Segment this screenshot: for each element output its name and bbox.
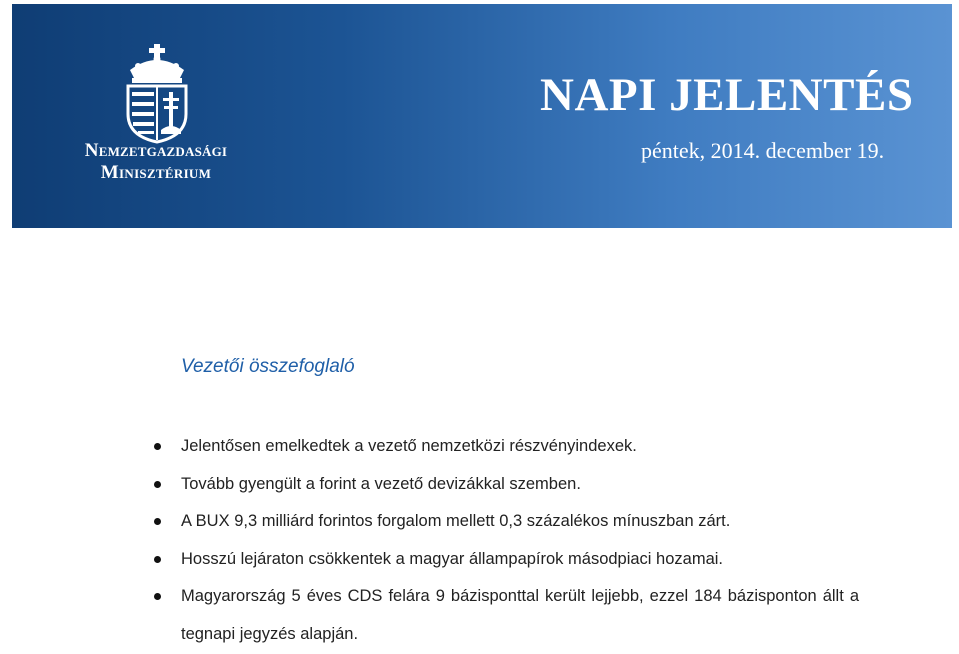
bullet-icon — [154, 481, 161, 488]
ministry-line-1: Nemzetgazdasági — [84, 140, 228, 161]
section-heading: Vezetői összefoglaló — [181, 356, 355, 377]
ministry-line-2: Minisztérium — [100, 162, 212, 183]
coat-of-arms-icon — [118, 44, 196, 144]
bullet-icon — [154, 443, 161, 450]
list-item — [149, 503, 859, 541]
header-banner — [12, 4, 952, 228]
list-item — [149, 578, 859, 653]
list-item-text: A BUX 9,3 milliárd forintos forgalom mellett 0,3 százalékos mínuszban zárt. — [181, 512, 731, 531]
list-item-text: Jelentősen emelkedtek a vezető nemzetközi részvényindexek. — [181, 437, 637, 455]
list-item — [149, 428, 859, 466]
list-item-text: Tovább gyengült a forint a vezető devizákkal szemben. — [181, 474, 581, 493]
ministry-name — [56, 140, 256, 184]
list-item — [149, 541, 859, 579]
list-item-text: Hosszú lejáraton csökkentek a magyar állampapírok másodpiaci hozamai. — [181, 549, 724, 568]
list-item — [149, 466, 859, 504]
summary-list — [149, 428, 859, 654]
report-date: péntek, 2014. december 19. — [641, 138, 885, 163]
bullet-icon — [154, 518, 161, 525]
bullet-icon — [154, 556, 161, 563]
bullet-icon — [154, 593, 161, 600]
report-title: NAPI JELENTÉS — [540, 69, 914, 121]
list-item-text: Magyarország 5 éves CDS felára 9 bázisponttal került lejjebb, ezzel 184 bázisponton állt a tegnapi jegyzés alapján. — [181, 587, 859, 643]
